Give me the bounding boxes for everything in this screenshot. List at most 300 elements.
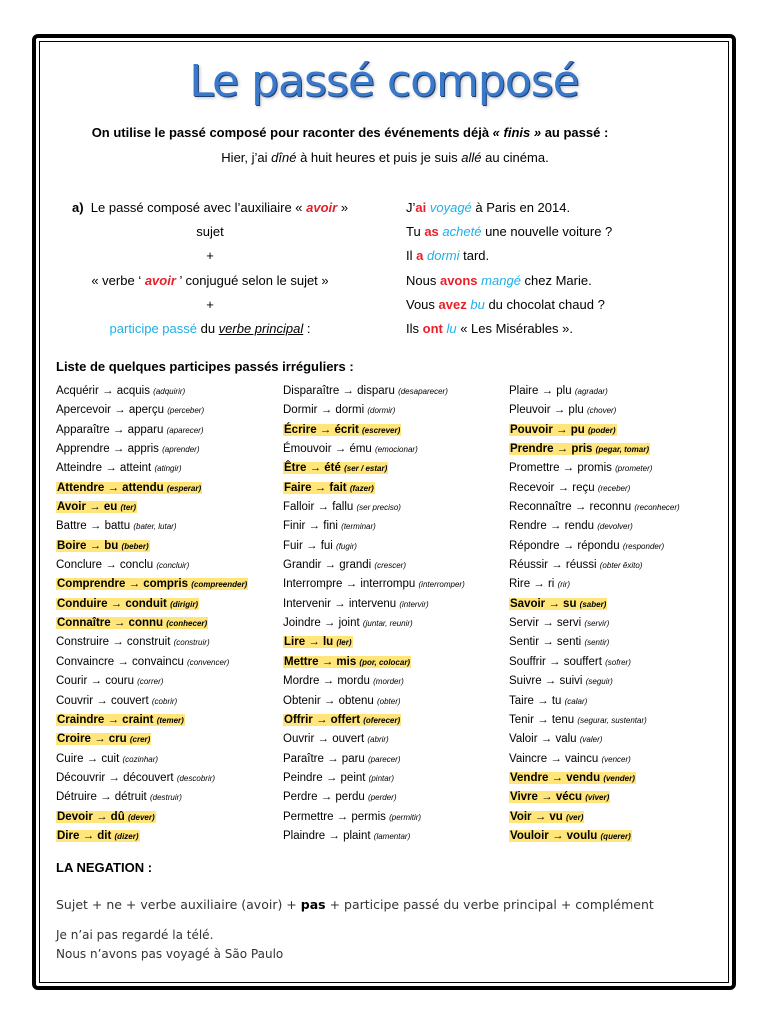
participle-entry: [509, 575, 680, 594]
translation: (juntar, reunir): [362, 619, 413, 629]
verb-text: Pleuvoir → plu: [509, 404, 584, 417]
verb-text: Écrire → écrit: [284, 423, 359, 436]
verb-text: Reconnaître → reconnu: [509, 501, 632, 514]
verb-participle: [509, 636, 609, 648]
translation: (sentir): [584, 638, 610, 648]
verb-participle: [283, 424, 401, 436]
participle-entry: [283, 730, 465, 749]
translation: (escrever): [362, 425, 401, 435]
translation: (oferecer): [363, 715, 401, 725]
formula-text: + participe passé du verbe principal + complément: [325, 897, 654, 912]
verb-text: Perdre → perdu: [283, 791, 365, 804]
rule-text: :: [303, 321, 311, 336]
verb-participle: [509, 462, 652, 474]
verb-text: Voir → vu: [510, 810, 563, 823]
participle-entry: [509, 788, 680, 807]
participle-entry: [509, 556, 680, 575]
participle-entry: [509, 479, 680, 498]
participle-entry: [56, 614, 248, 633]
formula-pas: pas: [300, 897, 326, 912]
verb-participle: [509, 598, 607, 610]
participle-entry: [56, 827, 248, 846]
participle-entry: [56, 556, 248, 575]
rule-text: ’ conjugué selon le sujet »: [175, 273, 329, 288]
participle-entry: [56, 401, 248, 420]
rule-text: du: [196, 321, 219, 336]
rule-text: « verbe ‘: [91, 273, 145, 288]
translation: (cozinhar): [122, 754, 159, 764]
verb-text: Atteindre → atteint: [56, 462, 152, 475]
verb-participle: [283, 578, 465, 590]
verb-participle: [56, 540, 150, 552]
verb-text: Prendre → pris: [510, 443, 593, 456]
verb-participle: [283, 733, 389, 745]
translation: (emocionar): [375, 445, 418, 455]
translation: (correr): [137, 677, 164, 687]
verb-text: Vouloir → voulu: [510, 829, 598, 842]
participle-entry: [509, 440, 680, 459]
conjugation-example: [406, 297, 605, 312]
verb-participle: [283, 559, 406, 571]
translation: (dormir): [367, 406, 396, 416]
translation: (construir): [173, 638, 210, 648]
verb-text: Interrompre → interrompu: [283, 578, 416, 591]
example-alle: allé: [461, 150, 482, 165]
translation: (descobrir): [176, 773, 216, 783]
translation: (ter): [120, 503, 137, 513]
participle-entry: [509, 750, 680, 769]
verb-text: Attendre → attendu: [57, 481, 164, 494]
participle-entry: [509, 459, 680, 478]
verb-participle: [56, 811, 156, 823]
example-text: une nouvelle voiture ?: [481, 224, 613, 239]
translation: (saber): [579, 599, 607, 609]
participle-entry: [283, 653, 465, 672]
rule-participe: [60, 321, 360, 336]
participle-entry: [283, 498, 465, 517]
participle-entry: [509, 517, 680, 536]
participle-entry: [509, 711, 680, 730]
verb-text: Peindre → peint: [283, 771, 366, 784]
participle-entry: [56, 730, 248, 749]
verb-participle: [509, 540, 664, 552]
verb-participle: [283, 791, 396, 803]
past-participle: bu: [470, 297, 485, 312]
auxiliary-verb: as: [424, 224, 439, 239]
verb-participle: [509, 656, 631, 668]
translation: (desaparecer): [398, 387, 448, 396]
participle-entry: [283, 401, 465, 420]
verb-participle: [283, 501, 401, 513]
verb-participle: [509, 617, 609, 629]
verb-text: Avoir → eu: [57, 501, 118, 514]
example-dine: dîné: [271, 150, 297, 165]
verb-participle: [509, 791, 610, 803]
verb-text: Convaincre → convaincu: [56, 655, 184, 668]
participle-entry: [283, 459, 465, 478]
verb-text: Fuir → fui: [283, 539, 333, 552]
translation: (perder): [368, 793, 397, 803]
participle-entry: [283, 479, 465, 498]
example-part: à huit heures et puis je suis: [296, 150, 462, 165]
participle-entry: [283, 711, 465, 730]
participle-entry: [283, 769, 465, 788]
translation: (destruir): [149, 793, 182, 803]
participle-entry: [283, 808, 465, 827]
participle-entry: [509, 595, 680, 614]
participle-entry: [56, 479, 248, 498]
translation: (rir): [557, 580, 571, 590]
verb-text: Obtenir → obtenu: [283, 694, 374, 707]
verb-text: Tenir → tenu: [509, 713, 575, 726]
verb-text: Intervenir → intervenu: [283, 597, 397, 610]
translation: (concluir): [156, 561, 190, 571]
verb-text: Paraître → paru: [283, 752, 365, 765]
verb-participle: [283, 617, 413, 629]
participle-entry: [283, 788, 465, 807]
translation: (ser preciso): [356, 503, 401, 513]
verb-text: Promettre → promis: [509, 462, 612, 475]
section-label: a): [72, 200, 84, 215]
translation: (valer): [579, 735, 603, 745]
verb-text: Mettre → mis: [284, 655, 357, 668]
verb-text: Être → été: [284, 462, 341, 475]
verb-text: Falloir → fallu: [283, 501, 354, 514]
rule-text: »: [337, 200, 349, 215]
verb-text: Vaincre → vaincu: [509, 752, 599, 765]
verb-participle: [509, 520, 633, 532]
translation: (pegar, tomar): [595, 445, 649, 455]
participle-column-1: [56, 382, 248, 846]
verb-text: Croire → cru: [57, 733, 127, 746]
verb-text: Connaître → connu: [57, 617, 164, 630]
verb-text: Dormir → dormi: [283, 404, 365, 417]
translation: (ler): [336, 638, 352, 648]
participle-entry: [56, 769, 248, 788]
verb-text: Lire → lu: [284, 636, 334, 649]
participle-entry: [283, 633, 465, 652]
translation: (receber): [597, 483, 631, 493]
negation-example-1: Je n’ai pas regardé la télé.: [56, 928, 214, 942]
example-text: à Paris en 2014.: [471, 200, 571, 215]
participle-entry: [283, 692, 465, 711]
verb-participle: [509, 753, 631, 765]
verb-text: Suivre → suivi: [509, 675, 583, 688]
verb-text: Acquérir → acquis: [56, 385, 150, 397]
participle-entry: [509, 730, 680, 749]
verb-participle: [56, 791, 182, 803]
participle-entry: [56, 459, 248, 478]
rule-text: Le passé composé avec l’auxiliaire «: [90, 200, 307, 215]
verb-text: Ouvrir → ouvert: [283, 733, 365, 746]
translation: (vencer): [601, 754, 631, 764]
verb-text: Joindre → joint: [283, 617, 360, 630]
verb-text: Sentir → senti: [509, 636, 582, 649]
example-part: au cinéma.: [481, 150, 549, 165]
example-text: Nous: [406, 273, 440, 288]
verb-participle: [56, 695, 177, 707]
translation: (bater, lutar): [133, 522, 177, 532]
formula-text: Sujet + ne + verbe auxiliaire (avoir) +: [56, 897, 301, 912]
verb-participle: [283, 482, 375, 494]
verb-participle: [56, 675, 163, 687]
conjugation-example: [406, 224, 612, 239]
participle-entry: [283, 382, 465, 401]
participle-entry: [56, 537, 248, 556]
verb-participle: [283, 656, 411, 668]
verb-participle: [56, 598, 199, 610]
verb-participle: [509, 578, 570, 590]
translation: (beber): [121, 541, 149, 551]
participle-entry: [509, 498, 680, 517]
participle-entry: [509, 401, 680, 420]
verb-participle: [56, 559, 189, 571]
participle-entry: [56, 692, 248, 711]
intro-sentence: [0, 125, 700, 140]
verb-participle: [56, 830, 140, 842]
participle-entry: [283, 575, 465, 594]
participle-entry: [56, 750, 248, 769]
verb-participle: [509, 501, 680, 513]
participle-entry: [283, 556, 465, 575]
verb-participle: [56, 656, 229, 668]
verb-participle: [56, 385, 185, 397]
participle-entry: [283, 750, 465, 769]
participle-column-2: [283, 382, 465, 846]
verb-participle: [509, 559, 642, 571]
list-title: Liste de quelques participes passés irréguliers :: [56, 359, 354, 374]
verb-text: Disparaître → disparu: [283, 385, 395, 397]
translation: (atingir): [154, 464, 182, 474]
participle-entry: [56, 672, 248, 691]
participle-entry: [283, 614, 465, 633]
verb-participle: [509, 830, 632, 842]
example-text: chez Marie.: [520, 273, 592, 288]
verb-text: Courir → couru: [56, 675, 134, 688]
verb-text: Couvrir → couvert: [56, 694, 149, 707]
verb-participle: [283, 385, 448, 397]
verb-participle: [283, 675, 404, 687]
verb-text: Rire → ri: [509, 578, 555, 591]
verb-participle: [56, 636, 210, 648]
verb-text: Vivre → vécu: [510, 791, 583, 804]
translation: (chover): [587, 406, 617, 416]
example-text: du chocolat chaud ?: [484, 297, 605, 312]
translation: (cobrir): [151, 696, 178, 706]
participle-entry: [56, 595, 248, 614]
verb-participle: [283, 811, 421, 823]
participle-entry: [56, 788, 248, 807]
translation: (prometer): [615, 464, 653, 474]
verb-participle: [509, 385, 608, 397]
translation: (viver): [585, 793, 610, 803]
rule-line-1: [72, 200, 372, 215]
verb-participle: [509, 404, 616, 416]
verb-participle: [509, 675, 613, 687]
page-title: Le passé composé: [189, 56, 579, 107]
past-participle: lu: [446, 321, 457, 336]
verb-participle: [56, 443, 199, 455]
translation: (esperar): [166, 483, 202, 493]
auxiliary-verb: avez: [438, 297, 467, 312]
verb-text: Plaire → plu: [509, 385, 572, 397]
conjugation-example: [406, 248, 489, 263]
translation: (convencer): [187, 657, 230, 667]
verb-text: Cuire → cuit: [56, 752, 120, 765]
verb-participle: [283, 753, 400, 765]
translation: (intervir): [399, 599, 429, 609]
verb-text: Recevoir → reçu: [509, 481, 595, 494]
verb-participle: [56, 753, 158, 765]
rule-verbe-principal: verbe principal: [218, 321, 304, 336]
verb-text: Grandir → grandi: [283, 559, 372, 572]
participle-entry: [56, 653, 248, 672]
verb-participle: [283, 714, 401, 726]
participle-entry: [509, 769, 680, 788]
verb-text: Répondre → répondu: [509, 539, 620, 552]
conjugation-example: [406, 273, 592, 288]
conjugation-example: [406, 321, 573, 336]
rule-avoir: avoir: [144, 273, 176, 288]
participle-entry: [283, 595, 465, 614]
verb-participle: [56, 404, 204, 416]
participle-entry: [509, 633, 680, 652]
intro-text-end: au passé :: [541, 125, 609, 140]
participle-entry: [509, 692, 680, 711]
verb-participle: [283, 443, 418, 455]
translation: (interromper): [418, 580, 465, 590]
verb-participle: [283, 636, 353, 648]
verb-participle: [509, 733, 602, 745]
participle-entry: [56, 382, 248, 401]
translation: (poder): [587, 425, 616, 435]
translation: (responder): [622, 541, 665, 551]
example-text: Ils: [406, 321, 423, 336]
participle-entry: [509, 672, 680, 691]
verb-participle: [509, 482, 630, 494]
translation: (perceber): [167, 406, 205, 416]
verb-participle: [56, 462, 182, 474]
past-participle: acheté: [442, 224, 482, 239]
translation: (conhecer): [166, 619, 208, 629]
auxiliary-verb: ai: [415, 200, 427, 215]
translation: (dizer): [114, 831, 139, 841]
verb-text: Rendre → rendu: [509, 520, 595, 533]
participle-entry: [509, 382, 680, 401]
rule-verbe-avoir: [60, 273, 360, 288]
verb-participle: [509, 443, 650, 455]
verb-participle: [509, 714, 647, 726]
verb-text: Vendre → vendu: [510, 771, 601, 784]
verb-text: Mordre → mordu: [283, 675, 370, 688]
translation: (aparecer): [166, 425, 204, 435]
translation: (obter êxito): [599, 561, 643, 571]
translation: (ver): [566, 812, 584, 822]
participle-entry: [56, 633, 248, 652]
verb-text: Plaindre → plaint: [283, 829, 371, 842]
verb-participle: [509, 424, 617, 436]
verb-text: Battre → battu: [56, 520, 131, 533]
verb-text: Finir → fini: [283, 520, 338, 533]
translation: (lamentar): [373, 831, 411, 841]
verb-text: Découvrir → découvert: [56, 771, 174, 784]
verb-participle: [283, 540, 357, 552]
verb-text: Réussir → réussi: [509, 559, 597, 572]
verb-text: Faire → fait: [284, 481, 347, 494]
verb-text: Servir → servi: [509, 617, 582, 630]
verb-text: Comprendre → compris: [57, 578, 188, 591]
verb-participle: [283, 598, 429, 610]
example-text: Tu: [406, 224, 425, 239]
verb-participle: [283, 830, 410, 842]
verb-participle: [56, 733, 151, 745]
participle-entry: [509, 537, 680, 556]
auxiliary-verb: a: [416, 248, 424, 263]
past-participle: voyagé: [429, 200, 472, 215]
verb-participle: [509, 811, 584, 823]
translation: (sofrer): [605, 657, 631, 667]
verb-text: Émouvoir → ému: [283, 443, 372, 456]
participle-entry: [56, 440, 248, 459]
rule-sujet: sujet: [196, 224, 224, 239]
translation: (segurar, sustentar): [577, 715, 647, 725]
auxiliary-verb: ont: [422, 321, 443, 336]
example-text: tard.: [459, 248, 490, 263]
verb-text: Apparaître → apparu: [56, 423, 164, 436]
verb-text: Offrir → offert: [284, 713, 361, 726]
example-text: Il: [406, 248, 417, 263]
verb-text: Craindre → craint: [57, 713, 154, 726]
verb-participle: [56, 772, 215, 784]
participle-entry: [283, 517, 465, 536]
participle-entry: [509, 653, 680, 672]
verb-participle: [56, 520, 177, 532]
translation: (obter): [376, 696, 401, 706]
verb-participle: [509, 695, 587, 707]
verb-participle: [56, 424, 204, 436]
translation: (reconhecer): [634, 503, 680, 513]
verb-participle: [283, 404, 395, 416]
verb-participle: [56, 617, 208, 629]
participle-entry: [509, 808, 680, 827]
verb-participle: [283, 462, 388, 474]
negation-example-2: Nous n’avons pas voyagé à São Paulo: [56, 947, 284, 961]
intro-text: On utilise le passé composé pour raconter des événements déjà: [91, 125, 493, 140]
verb-text: Apprendre → appris: [56, 443, 159, 456]
verb-participle: [56, 714, 185, 726]
rule-plus-2: +: [206, 297, 214, 312]
translation: (aprender): [162, 445, 200, 455]
translation: (permitir): [389, 812, 422, 822]
verb-text: Conduire → conduit: [57, 597, 167, 610]
verb-text: Dire → dit: [57, 829, 112, 842]
translation: (terminar): [341, 522, 376, 532]
intro-finis: « finis »: [492, 125, 542, 140]
participle-entry: [56, 498, 248, 517]
verb-text: Pouvoir → pu: [510, 423, 585, 436]
translation: (dever): [127, 812, 155, 822]
translation: (ser / estar): [344, 464, 388, 474]
participle-entry: [56, 575, 248, 594]
verb-text: Construire → construit: [56, 636, 171, 649]
translation: (fazer): [349, 483, 374, 493]
translation: (temer): [156, 715, 184, 725]
participle-entry: [283, 672, 465, 691]
verb-participle: [283, 772, 394, 784]
participle-entry: [509, 614, 680, 633]
verb-text: Taire → tu: [509, 694, 562, 707]
verb-text: Devoir → dû: [57, 810, 125, 823]
